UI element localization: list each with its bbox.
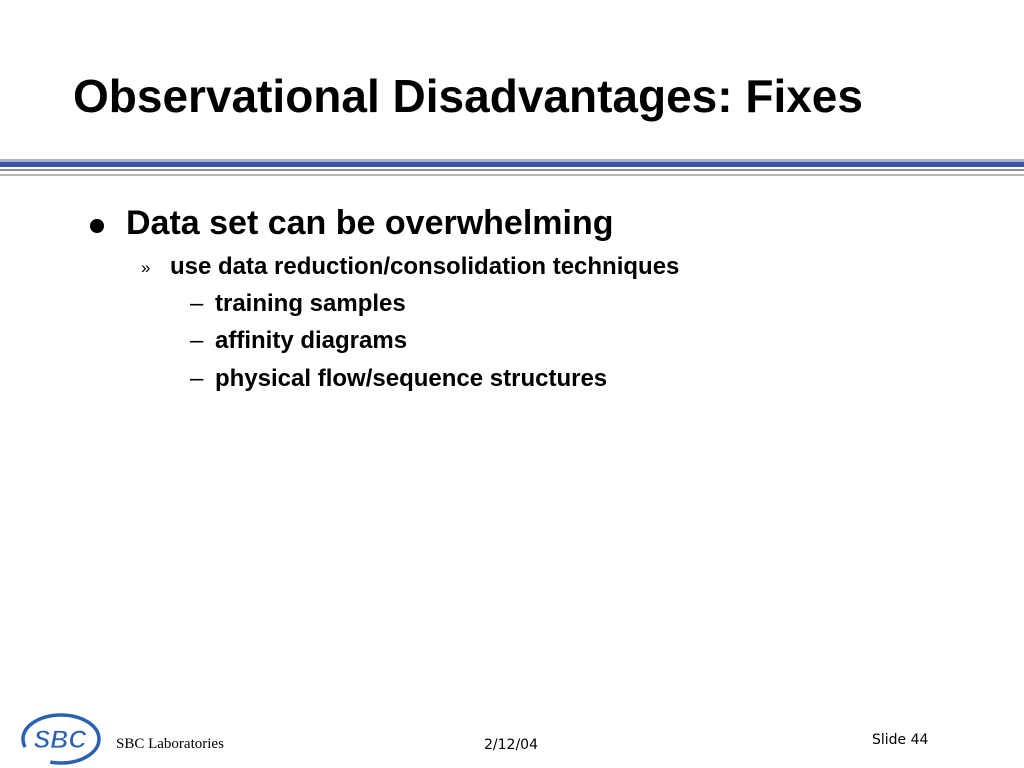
slide-title: Observational Disadvantages: Fixes <box>73 70 863 122</box>
bullet-marker: – <box>190 365 204 392</box>
bullet-marker: – <box>190 327 204 354</box>
bullet-marker: – <box>190 290 204 317</box>
divider-line-gray <box>0 169 1024 171</box>
footer-organization: SBC Laboratories <box>116 736 224 752</box>
footer-date: 2/12/04 <box>484 737 538 753</box>
logo-text: SBC <box>33 726 87 754</box>
slide-number: Slide 44 <box>872 732 929 748</box>
bullet-dot-icon <box>90 219 104 233</box>
bullet-text: training samples <box>215 290 406 317</box>
bullet-text: Data set can be overwhelming <box>126 204 614 242</box>
divider-line-gray-light <box>0 174 1024 176</box>
divider-line-blue <box>0 162 1024 167</box>
bullet-text: affinity diagrams <box>215 327 408 354</box>
bullet-text: use data reduction/consolidation techniques <box>170 253 680 280</box>
bullet-marker: » <box>141 258 151 277</box>
bullet-text: physical flow/sequence structures <box>215 365 608 392</box>
sbc-logo-icon <box>14 710 106 768</box>
